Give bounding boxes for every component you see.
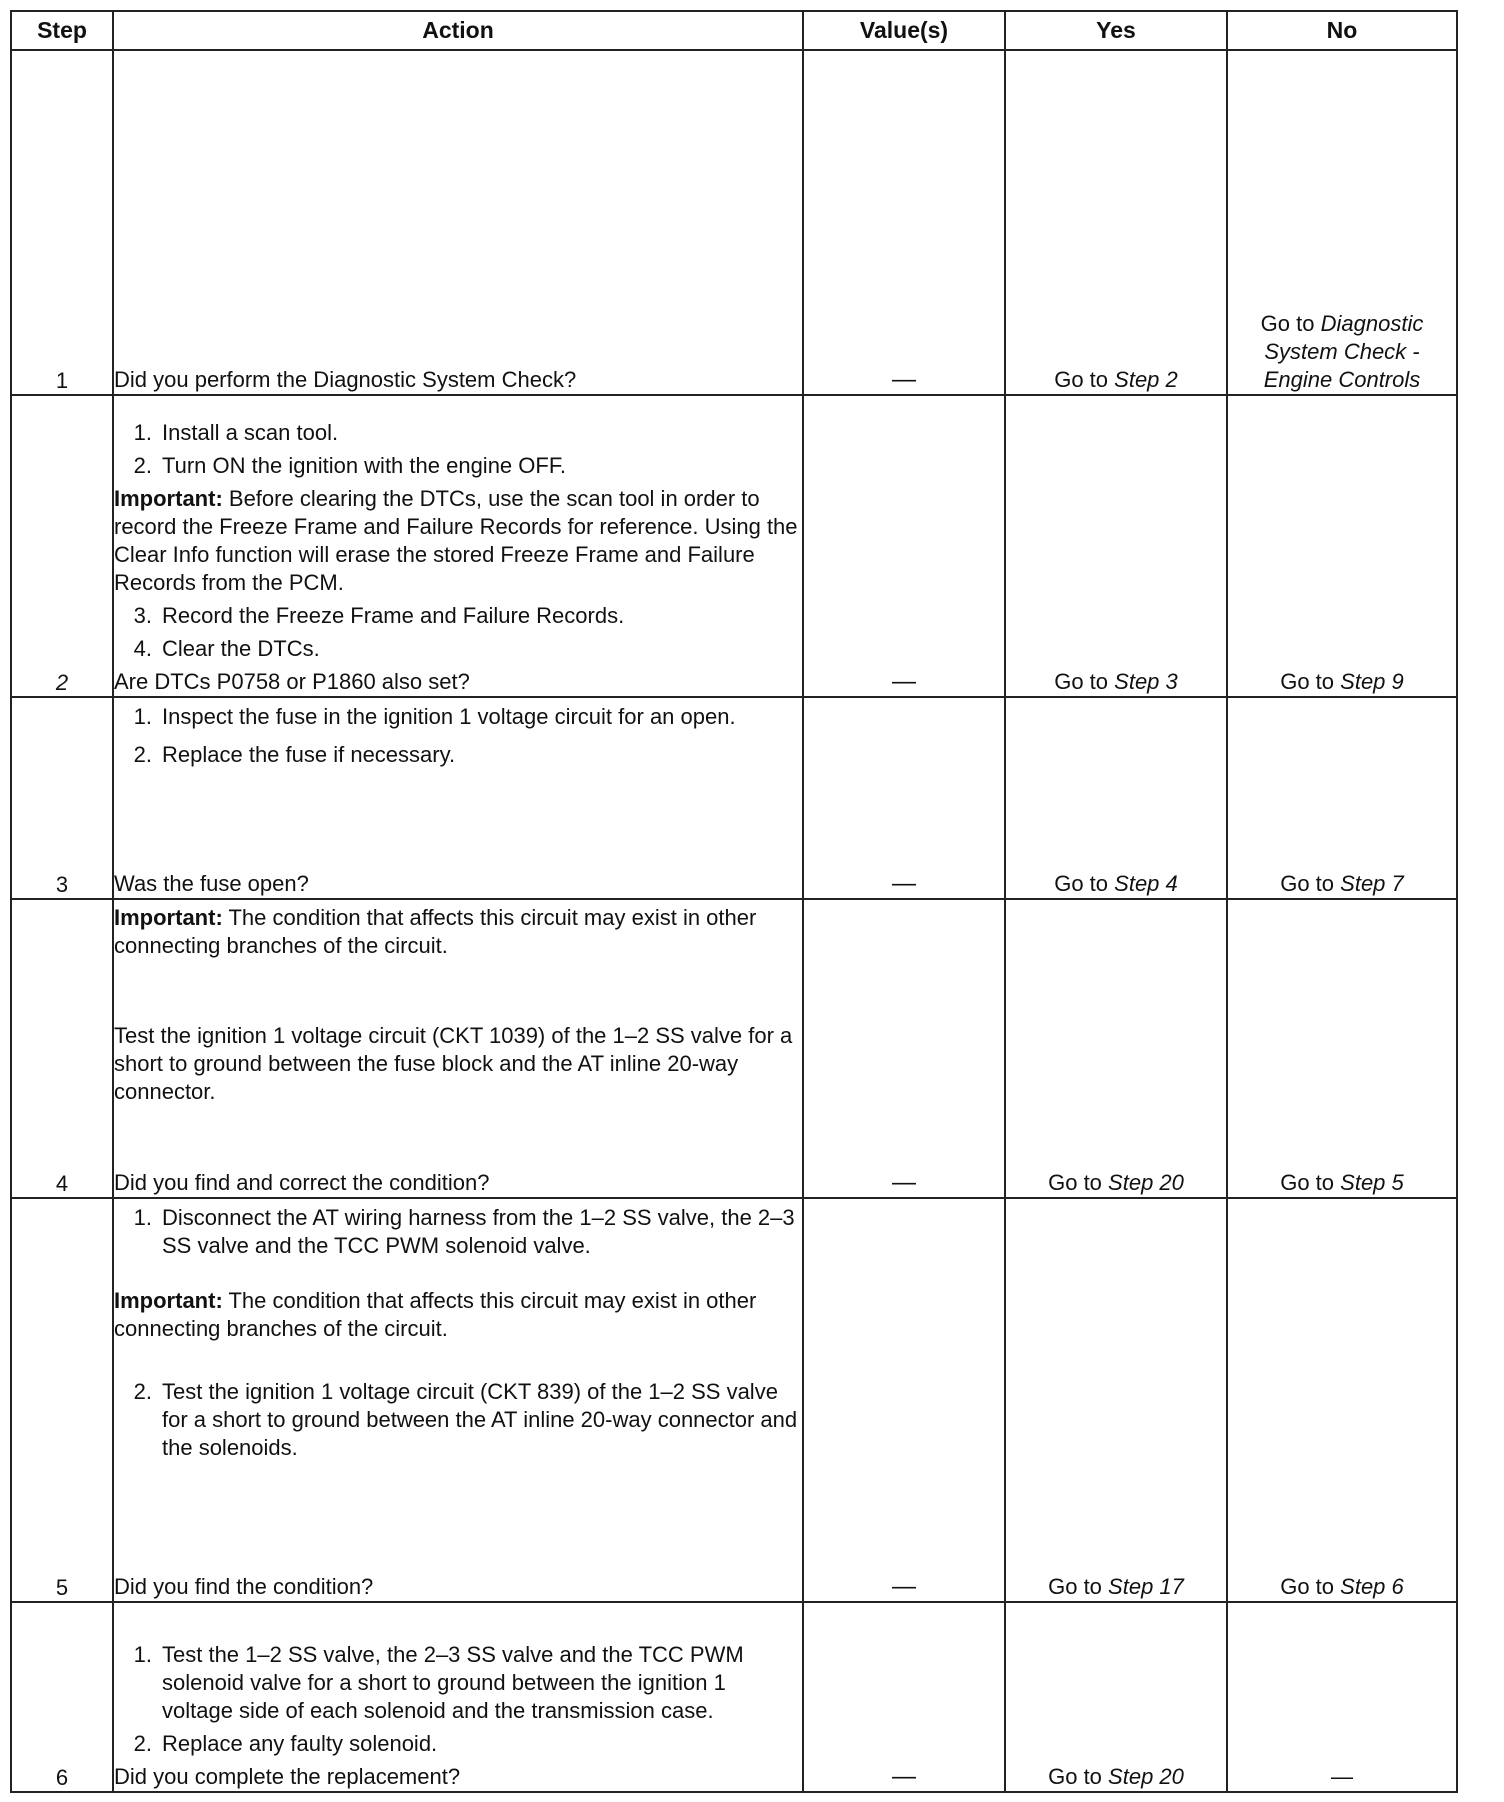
value-dash: —: [803, 1602, 1005, 1792]
yes-cell: Go to Step 20: [1005, 899, 1227, 1198]
table-row: [11, 1198, 1457, 1602]
question-text: Are DTCs P0758 or P1860 also set?: [114, 669, 470, 694]
action-cell: [113, 1198, 803, 1602]
yes-step-link: Step 3: [1114, 669, 1178, 694]
question-text: Did you find the condition?: [114, 1574, 374, 1599]
list-item: 2. Test the ignition 1 voltage circuit (CKT 839) of the 1–2 SS valve for a short to ground between the AT inline 20-way connector and the solenoids.: [133, 1379, 798, 1460]
action-cell: [113, 697, 803, 899]
header-action: Action: [113, 11, 803, 50]
step-number: 3: [11, 697, 113, 899]
no-cell: Go to Step 7: [1227, 697, 1457, 899]
no-dash: —: [1227, 1602, 1457, 1792]
no-cell: Go to Step 9: [1227, 395, 1457, 697]
diagnostic-table: [10, 10, 1458, 1793]
table-row: [11, 50, 1457, 395]
yes-step-link: Step 4: [1114, 871, 1178, 896]
no-step-link: Step 9: [1340, 669, 1404, 694]
yes-cell: Go to Step 20: [1005, 1602, 1227, 1792]
step-number: 4: [11, 899, 113, 1198]
question-text: Did you find and correct the condition?: [114, 1170, 490, 1195]
list-item: 2. Turn ON the ignition with the engine OFF.: [133, 453, 566, 478]
question-text: Was the fuse open?: [114, 871, 309, 896]
important-note: Important: Before clearing the DTCs, use the scan tool in order to record the Freeze Frame and Failure Records for reference. Using the Clear Info function will erase the stored Freeze Frame and Failure Records from the PCM.: [114, 486, 798, 595]
table-row: [11, 395, 1457, 697]
list-item: 2. Replace any faulty solenoid.: [133, 1731, 438, 1756]
list-item: 4. Clear the DTCs.: [133, 636, 320, 661]
question-text: Did you complete the replacement?: [114, 1764, 461, 1789]
important-note: Important: The condition that affects this circuit may exist in other connecting branches of the circuit.: [114, 1288, 757, 1341]
no-cell: Go to Step 5: [1227, 899, 1457, 1198]
yes-cell: Go to Step 3: [1005, 395, 1227, 697]
no-target-link: Diagnostic System Check - Engine Controls: [1263, 311, 1424, 392]
header-step: Step: [11, 11, 113, 50]
value-dash: —: [803, 697, 1005, 899]
yes-step-link: Step 20: [1108, 1764, 1184, 1789]
list-item: 1. Test the 1–2 SS valve, the 2–3 SS valve and the TCC PWM solenoid valve for a short to ground between the ignition 1 voltage side of each solenoid and the transmission case.: [133, 1642, 744, 1723]
no-cell: Go to Step 6: [1227, 1198, 1457, 1602]
header-row: [11, 11, 1457, 50]
action-cell: [113, 899, 803, 1198]
important-note: Important: The condition that affects this circuit may exist in other connecting branches of the circuit.: [114, 905, 757, 958]
step-number: 2: [11, 395, 113, 697]
step-number: 6: [11, 1602, 113, 1792]
go-to-label: Go to: [1260, 311, 1315, 336]
table-row: [11, 697, 1457, 899]
header-values: Value(s): [803, 11, 1005, 50]
value-dash: —: [803, 1198, 1005, 1602]
action-cell: [113, 1602, 803, 1792]
yes-step-link: Step 2: [1114, 367, 1178, 392]
no-cell: [1227, 50, 1457, 395]
yes-step-link: Step 20: [1108, 1170, 1184, 1195]
no-step-link: Step 6: [1340, 1574, 1404, 1599]
no-step-link: Step 5: [1340, 1170, 1404, 1195]
value-dash: —: [803, 899, 1005, 1198]
list-item: 1. Install a scan tool.: [133, 420, 339, 445]
header-yes: Yes: [1005, 11, 1227, 50]
step-number: 1: [11, 50, 113, 395]
action-cell: [113, 395, 803, 697]
header-no: No: [1227, 11, 1457, 50]
no-step-link: Step 7: [1340, 871, 1404, 896]
list-item: 1. Inspect the fuse in the ignition 1 voltage circuit for an open.: [133, 704, 736, 729]
value-dash: —: [803, 50, 1005, 395]
table-row: [11, 899, 1457, 1198]
go-to-label: Go to: [1054, 367, 1109, 392]
list-item: 1. Disconnect the AT wiring harness from the 1–2 SS valve, the 2–3 SS valve and the TCC PWM solenoid valve.: [133, 1205, 795, 1258]
action-cell: [113, 50, 803, 395]
question-text: Did you perform the Diagnostic System Check?: [114, 367, 577, 392]
yes-step-link: Step 17: [1108, 1574, 1184, 1599]
list-item: 2. Replace the fuse if necessary.: [133, 742, 456, 767]
value-dash: —: [803, 395, 1005, 697]
table-row: [11, 1602, 1457, 1792]
instruction-text: Test the ignition 1 voltage circuit (CKT 1039) of the 1–2 SS valve for a short to ground between the fuse block and the AT inline 20-way connector.: [114, 1023, 793, 1104]
step-number: 5: [11, 1198, 113, 1602]
yes-cell: [1005, 50, 1227, 395]
yes-cell: Go to Step 17: [1005, 1198, 1227, 1602]
list-item: 3. Record the Freeze Frame and Failure Records.: [133, 603, 625, 628]
yes-cell: Go to Step 4: [1005, 697, 1227, 899]
